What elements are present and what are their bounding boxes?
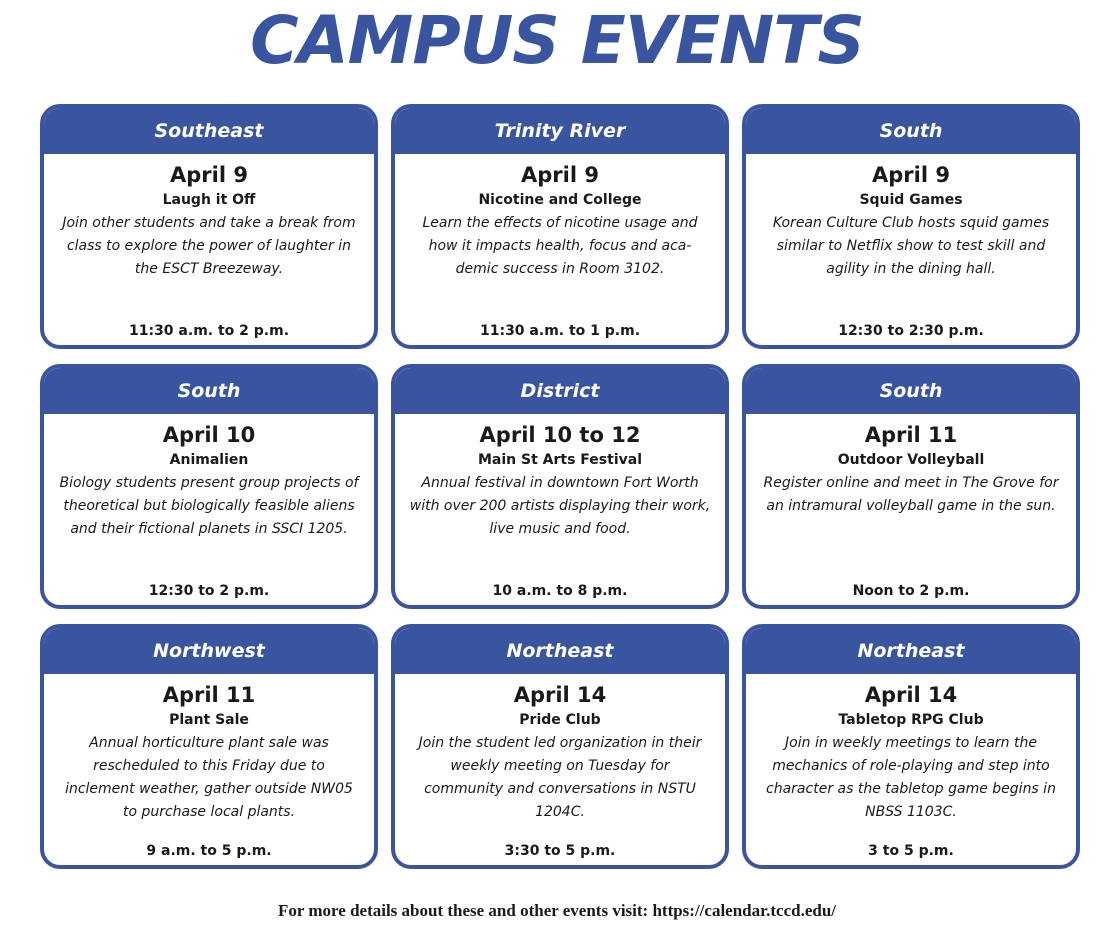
- event-description: Biology students present group projects of theoretical but biologically feasible aliens and their fictional planets in SSCI 1205.: [59, 475, 359, 537]
- event-body: [746, 414, 1076, 605]
- event-time: 12:30 to 2 p.m.: [148, 583, 270, 599]
- event-time: Noon to 2 p.m.: [852, 583, 970, 599]
- campus-label: Northeast: [395, 628, 725, 674]
- event-name: Nicotine and College: [478, 192, 642, 208]
- event-name: Main St Arts Festival: [478, 452, 642, 468]
- campus-label: South: [746, 368, 1076, 414]
- event-card: [742, 364, 1080, 609]
- event-name: Outdoor Volleyball: [837, 452, 985, 468]
- event-time: 9 a.m. to 5 p.m.: [146, 843, 272, 859]
- event-time: 3 to 5 p.m.: [868, 843, 954, 859]
- campus-label: South: [44, 368, 374, 414]
- event-name: Laugh it Off: [162, 192, 256, 208]
- event-card: [742, 624, 1080, 869]
- event-body: [395, 154, 725, 345]
- events-grid: [40, 104, 1080, 869]
- event-date: April 14: [513, 683, 607, 707]
- event-description: Annual festival in downtown Fort Worth with over 200 artists displaying their work, live music and food.: [409, 475, 711, 537]
- campus-label: Northeast: [746, 628, 1076, 674]
- event-time: 3:30 to 5 p.m.: [504, 843, 616, 859]
- campus-label: District: [395, 368, 725, 414]
- event-description: Join the student led organization in their weekly meeting on Tuesday for community and conversations in NSTU 1204C.: [418, 735, 702, 820]
- event-date: April 9: [170, 163, 248, 187]
- event-body: [44, 414, 374, 605]
- campus-label: Northwest: [44, 628, 374, 674]
- event-description: Learn the effects of nicotine usage and how it impacts health, focus and aca-demic success in Room 3102.: [422, 215, 698, 277]
- campus-label: Trinity River: [395, 108, 725, 154]
- event-description: Register online and meet in The Grove for an intramural volleyball game in the sun.: [763, 475, 1059, 514]
- event-description: Join other students and take a break from class to explore the power of laughter in the ESCT Breezeway.: [62, 215, 356, 277]
- event-card: [742, 104, 1080, 349]
- event-date: April 11: [162, 683, 256, 707]
- event-time: 11:30 a.m. to 1 p.m.: [479, 323, 641, 339]
- campus-label: South: [746, 108, 1076, 154]
- event-name: Squid Games: [859, 192, 963, 208]
- event-time: 12:30 to 2:30 p.m.: [838, 323, 984, 339]
- event-body: [395, 414, 725, 605]
- event-date: April 11: [864, 423, 958, 447]
- event-date: April 9: [872, 163, 950, 187]
- event-card: [391, 104, 729, 349]
- event-card: [40, 624, 378, 869]
- event-date: April 10: [162, 423, 256, 447]
- event-card: [391, 364, 729, 609]
- event-name: Plant Sale: [169, 712, 249, 728]
- event-name: Tabletop RPG Club: [838, 712, 984, 728]
- event-body: [44, 154, 374, 345]
- event-body: [395, 674, 725, 865]
- event-date: April 10 to 12: [479, 423, 641, 447]
- event-name: Pride Club: [519, 712, 601, 728]
- event-card: [40, 364, 378, 609]
- event-name: Animalien: [169, 452, 249, 468]
- event-body: [746, 154, 1076, 345]
- event-time: 10 a.m. to 8 p.m.: [492, 583, 628, 599]
- event-date: April 14: [864, 683, 958, 707]
- event-body: [746, 674, 1076, 865]
- event-time: 11:30 a.m. to 2 p.m.: [128, 323, 290, 339]
- page-title: CAMPUS EVENTS: [250, 2, 864, 79]
- event-description: Annual horticulture plant sale was rescheduled to this Friday due to inclement weather, gather outside NW05 to purchase local plants.: [65, 735, 353, 820]
- event-card: [40, 104, 378, 349]
- event-date: April 9: [521, 163, 599, 187]
- campus-label: Southeast: [44, 108, 374, 154]
- event-body: [44, 674, 374, 865]
- event-card: [391, 624, 729, 869]
- event-description: Korean Culture Club hosts squid games similar to Netflix show to test skill and agility in the dining hall.: [772, 215, 1050, 277]
- footer-note: For more details about these and other events visit: https://calendar.tccd.edu/: [278, 901, 836, 920]
- event-description: Join in weekly meetings to learn the mechanics of role-playing and step into character as the tabletop game begins in NBSS 1103C.: [766, 735, 1056, 820]
